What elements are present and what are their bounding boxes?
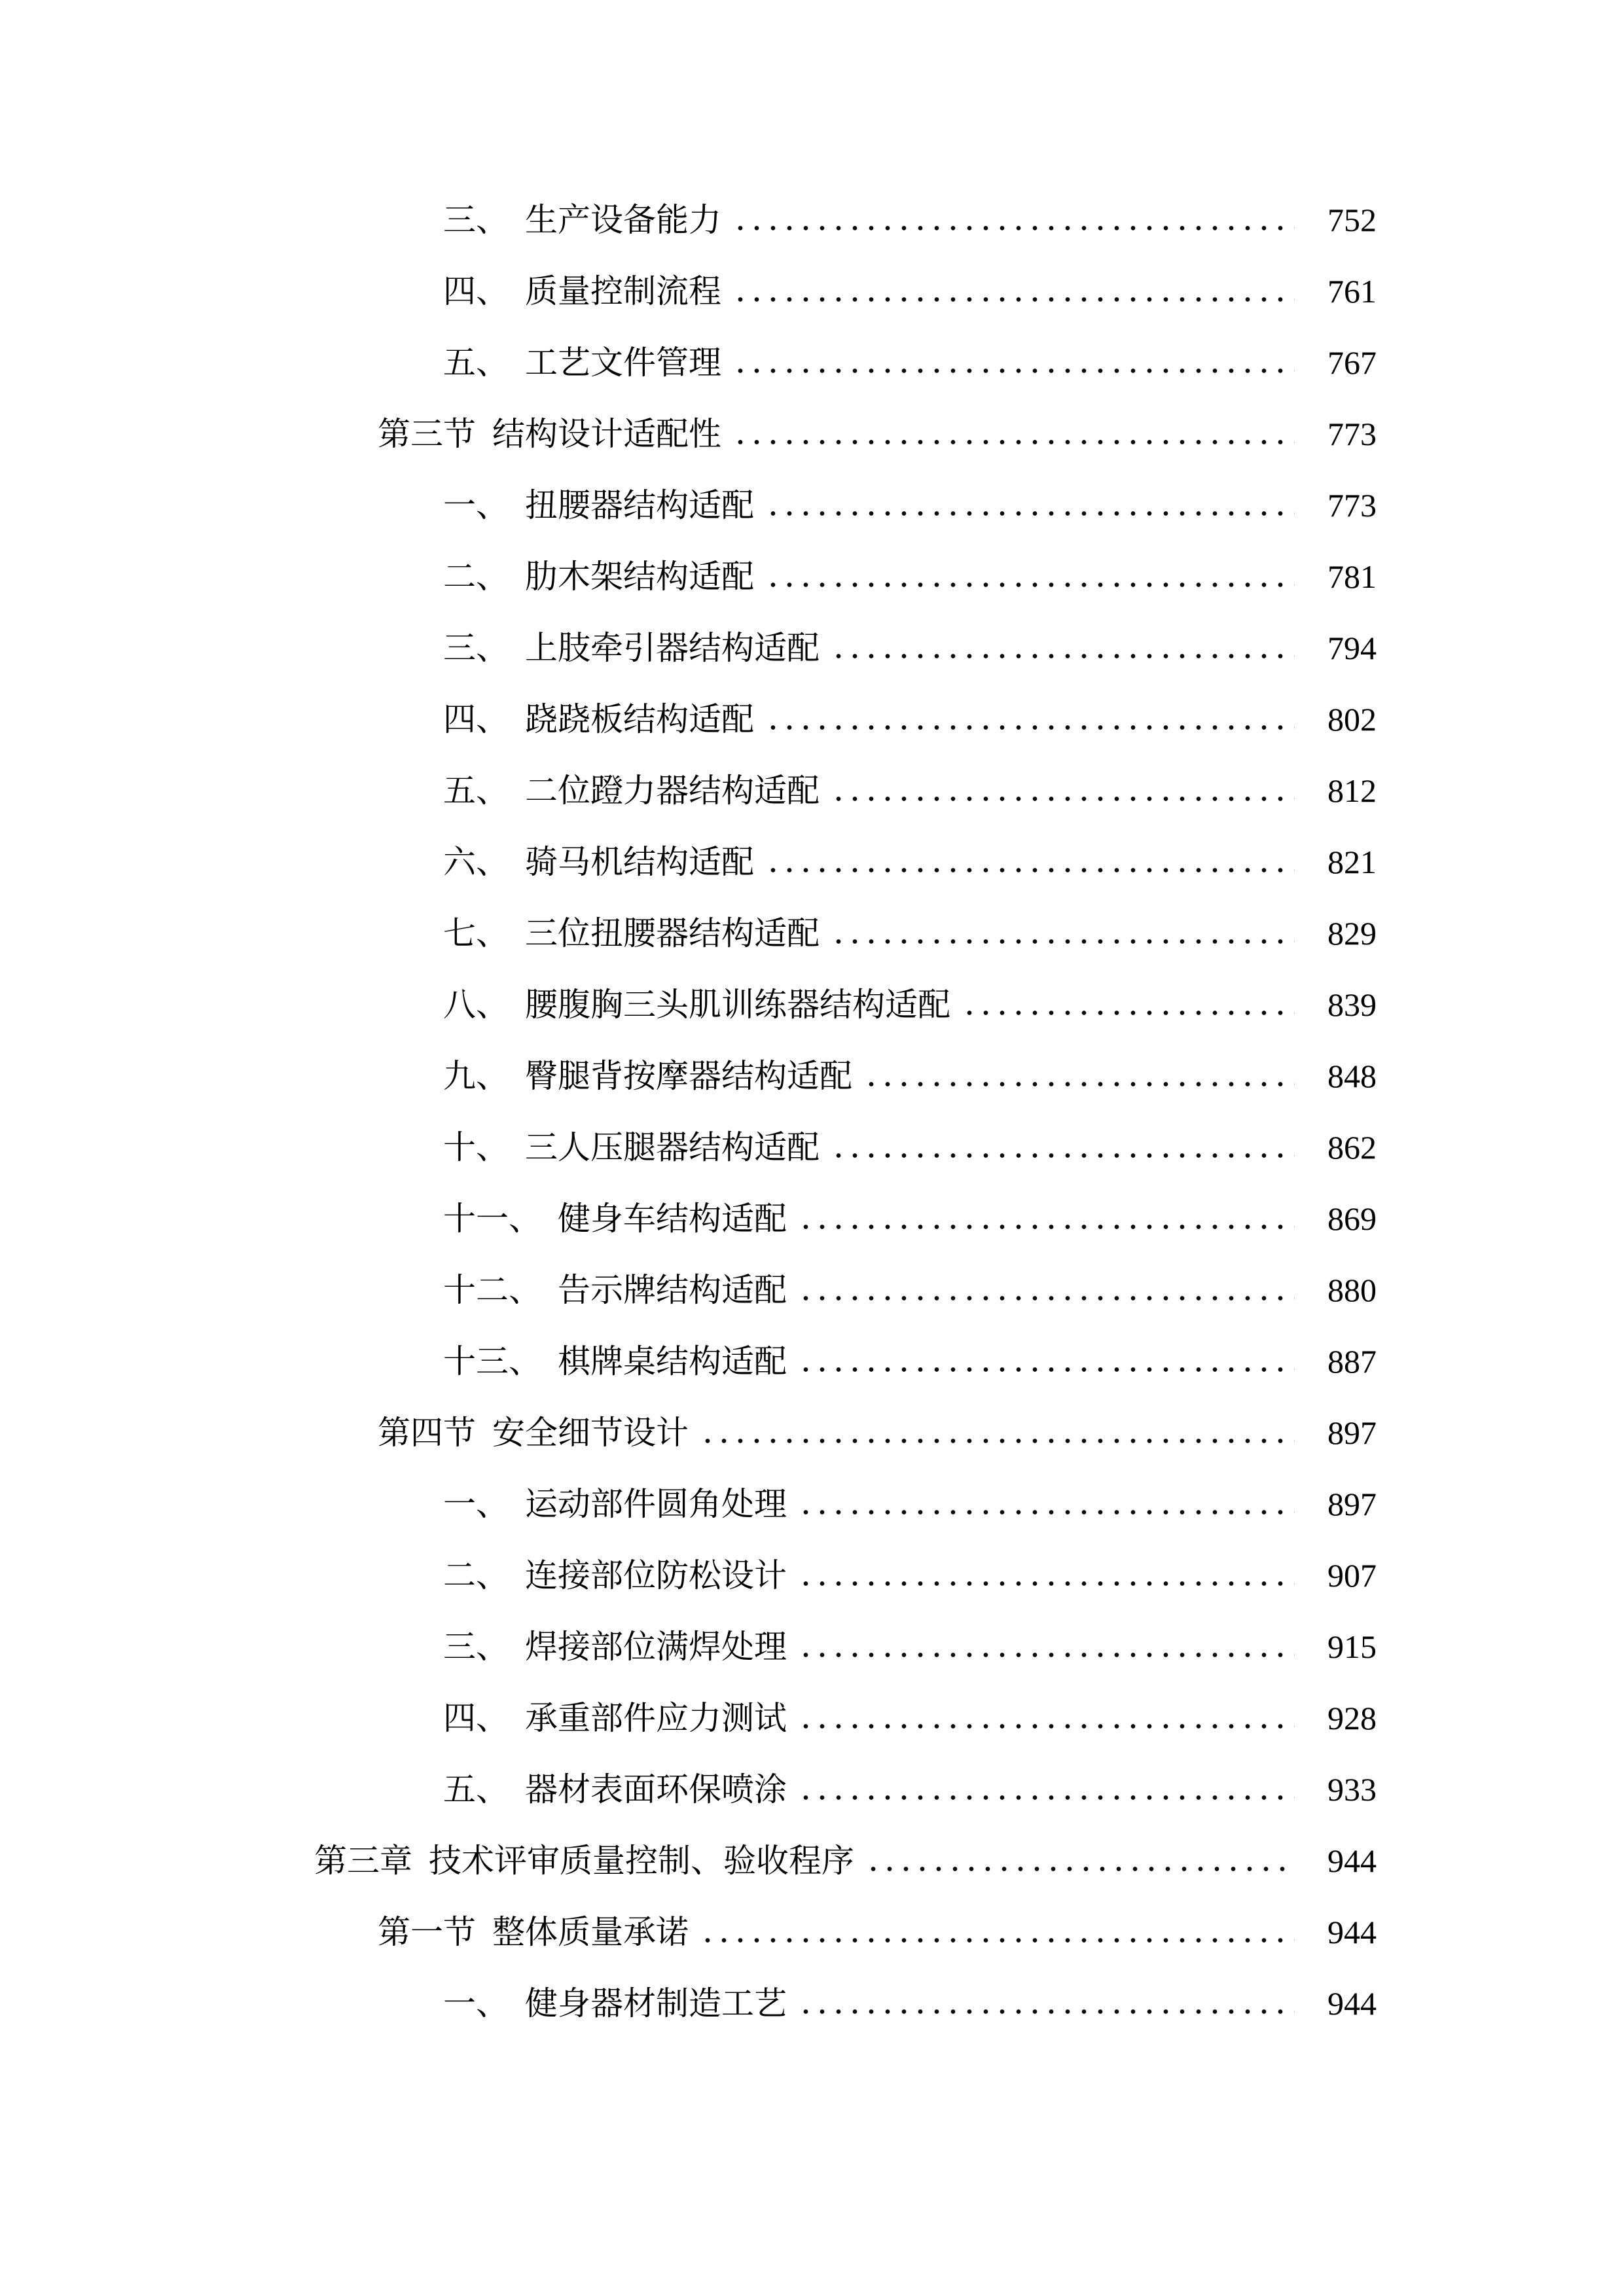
entry-number: 五、 <box>443 344 509 381</box>
entry-page-number: 794 <box>1327 630 1377 666</box>
entry-page-number: 781 <box>1327 558 1377 595</box>
entry-title: 质量控制流程 <box>525 273 721 310</box>
dot-leader <box>705 1937 1295 1943</box>
toc-row-item <box>0 684 1624 755</box>
entry-number: 五、 <box>443 1771 509 1808</box>
toc-row-item <box>0 755 1624 827</box>
toc-row-item <box>0 1968 1624 2039</box>
toc-row-section <box>0 1897 1624 1968</box>
toc-row-item <box>0 1754 1624 1825</box>
entry-page-number: 862 <box>1327 1129 1377 1166</box>
toc-row-item <box>0 1041 1624 1112</box>
entry-number: 一、 <box>443 487 509 524</box>
toc-row-chapter <box>0 1825 1624 1897</box>
dot-leader <box>836 653 1295 659</box>
toc-row-section <box>0 1397 1624 1469</box>
entry-number: 第四节 <box>378 1414 476 1451</box>
entry-number: 十一、 <box>443 1200 541 1237</box>
entry-title: 三人压腿器结构适配 <box>525 1129 820 1166</box>
entry-number: 二、 <box>443 558 509 595</box>
entry-page-number: 915 <box>1327 1628 1377 1665</box>
entry-title: 运动部件圆角处理 <box>525 1486 787 1522</box>
dot-leader <box>871 1866 1295 1872</box>
entry-number: 十、 <box>443 1129 509 1166</box>
toc-row-item <box>0 470 1624 541</box>
entry-page-number: 897 <box>1327 1486 1377 1522</box>
toc-row-item <box>0 1326 1624 1397</box>
dot-leader <box>770 725 1295 730</box>
entry-title: 跷跷板结构适配 <box>525 701 754 738</box>
entry-page-number: 869 <box>1327 1200 1377 1237</box>
entry-number: 九、 <box>443 1058 509 1094</box>
toc-row-item <box>0 541 1624 613</box>
dot-leader <box>967 1010 1295 1016</box>
entry-title: 工艺文件管理 <box>525 344 721 381</box>
toc-row-item <box>0 1683 1624 1754</box>
entry-page-number: 773 <box>1327 416 1377 452</box>
entry-title: 整体质量承诺 <box>492 1914 689 1950</box>
entry-number: 四、 <box>443 273 509 310</box>
entry-number: 二、 <box>443 1557 509 1594</box>
entry-title: 安全细节设计 <box>492 1414 689 1451</box>
toc-list <box>0 185 1624 2039</box>
entry-page-number: 897 <box>1327 1414 1377 1451</box>
dot-leader <box>836 796 1295 802</box>
entry-number: 三、 <box>443 1628 509 1665</box>
entry-number: 第一节 <box>378 1914 476 1950</box>
toc-row-item <box>0 613 1624 684</box>
entry-title: 臀腿背按摩器结构适配 <box>525 1058 852 1094</box>
toc-row-item <box>0 1540 1624 1611</box>
dot-leader <box>770 867 1295 873</box>
entry-title: 承重部件应力测试 <box>525 1700 787 1736</box>
toc-row-item <box>0 1255 1624 1326</box>
entry-page-number: 761 <box>1327 273 1377 310</box>
entry-title: 告示牌结构适配 <box>558 1272 787 1308</box>
entry-page-number: 944 <box>1327 1842 1377 1879</box>
dot-leader <box>803 1509 1295 1515</box>
entry-title: 腰腹胸三头肌训练器结构适配 <box>525 986 950 1023</box>
entry-page-number: 773 <box>1327 487 1377 524</box>
entry-page-number: 887 <box>1327 1343 1377 1380</box>
entry-page-number: 767 <box>1327 344 1377 381</box>
entry-title: 三位扭腰器结构适配 <box>525 915 820 952</box>
entry-number: 第三章 <box>314 1842 412 1879</box>
entry-page-number: 839 <box>1327 986 1377 1023</box>
entry-number: 十三、 <box>443 1343 541 1380</box>
dot-leader <box>803 1652 1295 1658</box>
entry-page-number: 944 <box>1327 1914 1377 1950</box>
entry-page-number: 928 <box>1327 1700 1377 1736</box>
entry-page-number: 821 <box>1327 844 1377 880</box>
dot-leader <box>869 1081 1295 1087</box>
entry-page-number: 907 <box>1327 1557 1377 1594</box>
dot-leader <box>836 1153 1295 1158</box>
entry-title: 骑马机结构适配 <box>525 844 754 880</box>
entry-title: 技术评审质量控制、验收程序 <box>429 1842 854 1879</box>
toc-row-item <box>0 898 1624 969</box>
dot-leader <box>803 1367 1295 1372</box>
entry-title: 器材表面环保喷涂 <box>525 1771 787 1808</box>
toc-row-section <box>0 399 1624 470</box>
dot-leader <box>738 368 1295 374</box>
dot-leader <box>738 439 1295 445</box>
entry-number: 六、 <box>443 844 509 880</box>
entry-number: 四、 <box>443 1700 509 1736</box>
entry-page-number: 752 <box>1327 202 1377 238</box>
entry-title: 结构设计适配性 <box>492 416 721 452</box>
dot-leader <box>770 511 1295 516</box>
dot-leader <box>738 296 1295 302</box>
toc-row-item <box>0 256 1624 327</box>
dot-leader <box>705 1438 1295 1444</box>
entry-title: 二位蹬力器结构适配 <box>525 772 820 809</box>
entry-number: 三、 <box>443 202 509 238</box>
toc-row-item <box>0 1183 1624 1255</box>
dot-leader <box>803 1295 1295 1301</box>
entry-title: 扭腰器结构适配 <box>525 487 754 524</box>
entry-number: 四、 <box>443 701 509 738</box>
entry-page-number: 802 <box>1327 701 1377 738</box>
entry-page-number: 848 <box>1327 1058 1377 1094</box>
dot-leader <box>803 1581 1295 1587</box>
entry-number: 一、 <box>443 1985 509 2022</box>
entry-number: 第三节 <box>378 416 476 452</box>
dot-leader <box>770 582 1295 588</box>
toc-row-item <box>0 1469 1624 1540</box>
toc-row-item <box>0 827 1624 898</box>
entry-number: 五、 <box>443 772 509 809</box>
dot-leader <box>803 2009 1295 2015</box>
entry-title: 连接部位防松设计 <box>525 1557 787 1594</box>
dot-leader <box>836 939 1295 944</box>
dot-leader <box>803 1795 1295 1801</box>
entry-number: 八、 <box>443 986 509 1023</box>
toc-row-item <box>0 327 1624 399</box>
entry-title: 棋牌桌结构适配 <box>558 1343 787 1380</box>
entry-title: 焊接部位满焊处理 <box>525 1628 787 1665</box>
entry-page-number: 944 <box>1327 1985 1377 2022</box>
entry-title: 上肢牵引器结构适配 <box>525 630 820 666</box>
toc-row-item <box>0 185 1624 256</box>
toc-row-item <box>0 969 1624 1041</box>
entry-number: 一、 <box>443 1486 509 1522</box>
dot-leader <box>803 1723 1295 1729</box>
toc-row-item <box>0 1112 1624 1183</box>
entry-title: 肋木架结构适配 <box>525 558 754 595</box>
entry-page-number: 829 <box>1327 915 1377 952</box>
entry-title: 生产设备能力 <box>525 202 721 238</box>
toc-row-item <box>0 1611 1624 1683</box>
entry-number: 三、 <box>443 630 509 666</box>
entry-number: 七、 <box>443 915 509 952</box>
entry-page-number: 812 <box>1327 772 1377 809</box>
dot-leader <box>803 1224 1295 1230</box>
entry-number: 十二、 <box>443 1272 541 1308</box>
entry-title: 健身器材制造工艺 <box>525 1985 787 2022</box>
entry-title: 健身车结构适配 <box>558 1200 787 1237</box>
entry-page-number: 880 <box>1327 1272 1377 1308</box>
dot-leader <box>738 225 1295 231</box>
entry-page-number: 933 <box>1327 1771 1377 1808</box>
